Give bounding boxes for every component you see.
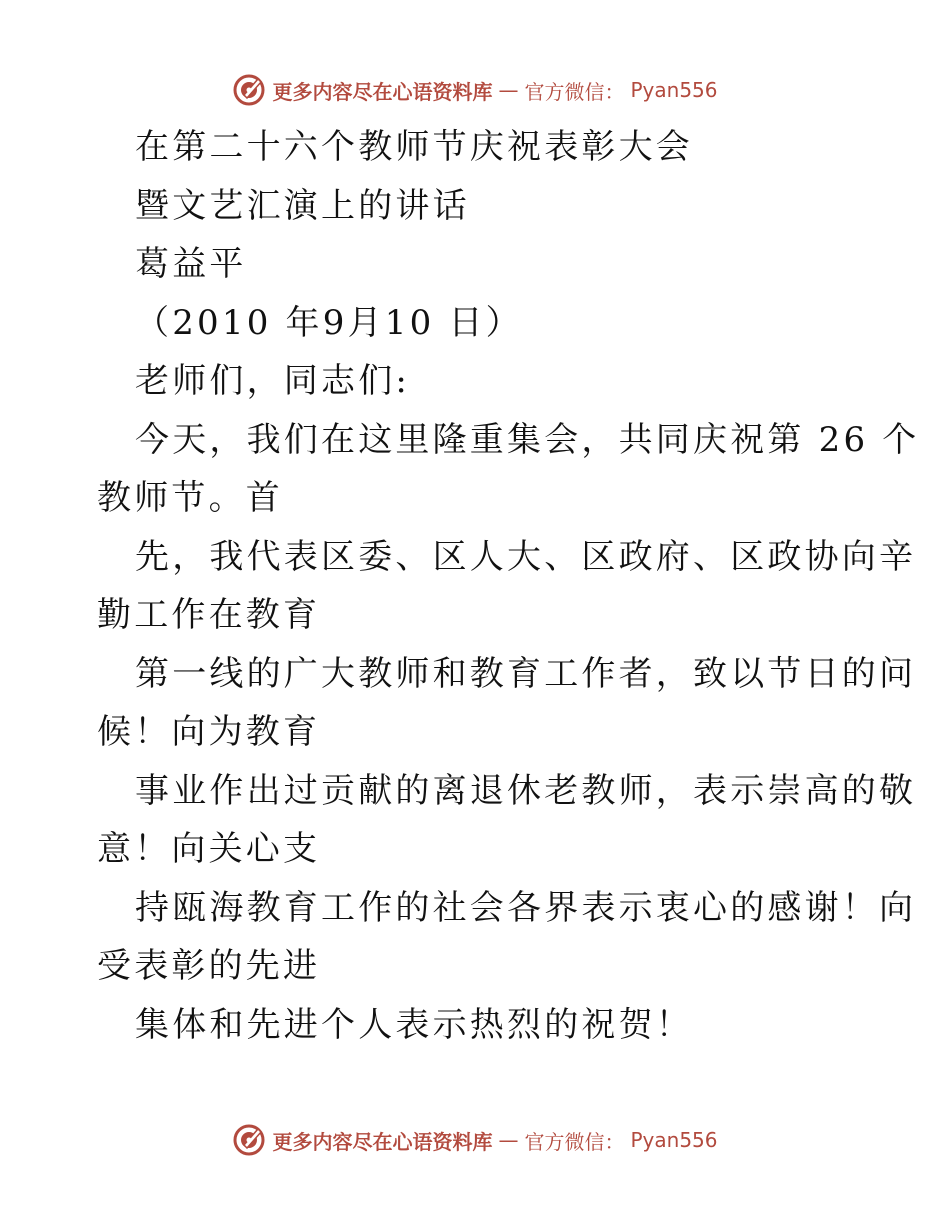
document-author: 葛益平 [135, 244, 247, 284]
watermark-main-text: 更多内容尽在心语资料库 [272, 1129, 493, 1154]
body-text-line: 持瓯海教育工作的社会各界表示衷心的感谢！向 [135, 887, 917, 928]
body-text-line: 今天，我们在这里隆重集会，共同庆祝第 26 个 [135, 419, 920, 460]
body-text-line: 意！向关心支 [97, 829, 321, 869]
body-text-line: 受表彰的先进 [97, 946, 321, 986]
pen-logo-icon [232, 1123, 266, 1157]
body-text-line: 候！向为教育 [97, 712, 321, 752]
watermark-main-text: 更多内容尽在心语资料库 [272, 79, 493, 104]
footer-watermark [0, 1120, 950, 1160]
watermark-separator: — [498, 1128, 519, 1152]
document-title-line-1: 在第二十六个教师节庆祝表彰大会 [135, 127, 693, 167]
document-body [97, 118, 920, 1054]
header-watermark [0, 70, 950, 110]
pen-logo-icon [232, 73, 266, 107]
document-paragraphs [97, 411, 920, 1055]
body-text-line: 教师节。首 [97, 478, 283, 518]
body-text-line: 事业作出过贡献的离退休老教师，表示崇高的敬 [135, 770, 917, 811]
watermark-sub-text: 官方微信： [524, 1129, 625, 1154]
watermark-wechat-id: Pyan556 [630, 78, 718, 102]
body-text-line: 先，我代表区委、区人大、区政府、区政协向辛 [135, 536, 917, 577]
watermark-wechat-id: Pyan556 [630, 1128, 718, 1152]
watermark-sub-text: 官方微信： [524, 79, 625, 104]
body-text-line: 勤工作在教育 [97, 595, 321, 635]
document-date: （2010 年9月10 日） [135, 302, 523, 343]
watermark-separator: — [498, 78, 519, 102]
body-text-line: 集体和先进个人表示热烈的祝贺！ [135, 1004, 693, 1045]
body-text-line: 第一线的广大教师和教育工作者，致以节日的问 [135, 653, 917, 694]
document-salutation: 老师们，同志们: [135, 361, 411, 401]
document-title-line-2: 暨文艺汇演上的讲话 [135, 185, 470, 226]
